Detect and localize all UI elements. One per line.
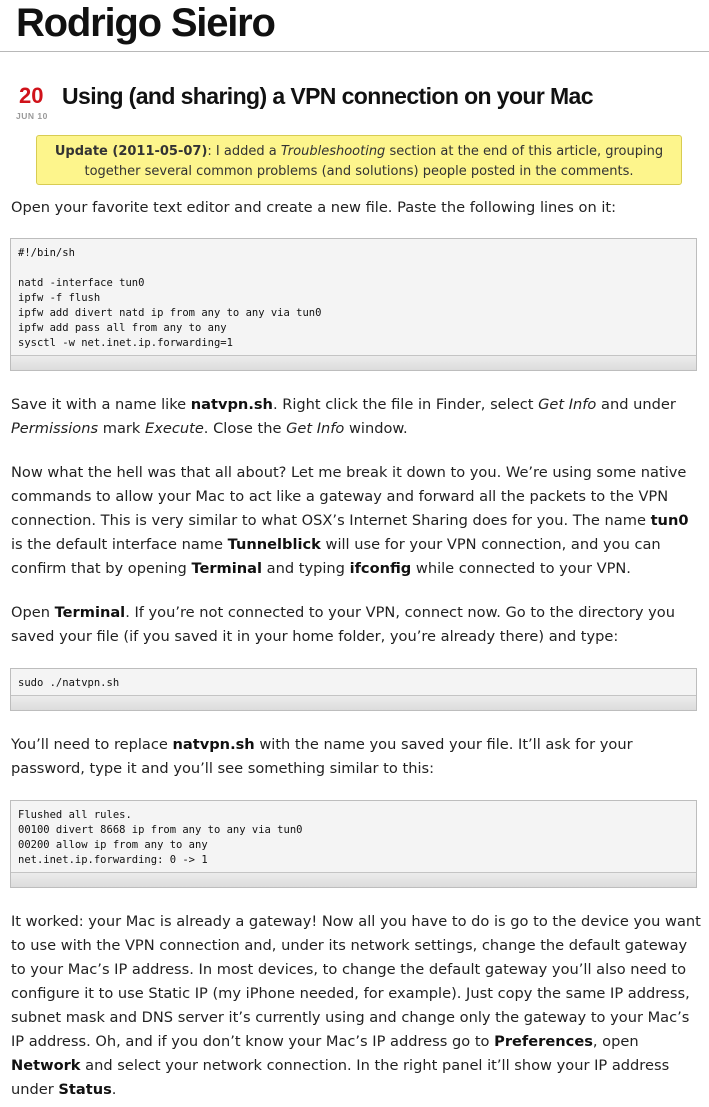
paragraph-terminal [11,601,701,649]
text: , open [592,1033,639,1050]
code-output[interactable]: Flushed all rules. 00100 divert 8668 ip from any to any via tun0 00200 allow ip from any to any net.inet.ip.forwarding: 0 -> 1 [18,809,303,866]
menu-name: Get Info [538,396,597,413]
code-command[interactable]: sudo ./natvpn.sh [18,677,120,689]
post-date-month: JUN 10 [16,111,48,121]
text: while connected to your VPN. [411,560,631,577]
text: will use for your VPN connection, and you can confirm that by opening [11,536,661,577]
app-name: Terminal [191,560,262,577]
menu-name: Network [11,1057,81,1074]
text: . Right click the file in Finder, select [272,396,539,413]
command-name: ifconfig [349,560,412,577]
text: window. [344,420,408,437]
section-name: Status [58,1081,112,1098]
window-name: Get Info [286,420,345,437]
troubleshooting-link-text: Troubleshooting [280,144,386,159]
text: . Close the [203,420,287,437]
code-block-output[interactable] [10,800,697,888]
paragraph-gateway [11,910,701,1102]
interface-name: tun0 [650,512,689,529]
text: It worked: your Mac is already a gateway! Now all you have to do is go to the device you want to use with the VPN connection and, under its network settings, change the default gateway to your Mac’s IP address. In most devices, to change the default gateway you’ll also need to configure it to use Static IP (my iPhone needed, for example). Just copy the same IP address, subnet mask and DNS server it’s currently using and change only the gateway to your Mac’s IP address. Oh, and if you don’t know your Mac’s IP address go to [11,913,701,1050]
code-scrollbar[interactable] [11,355,696,370]
text: mark [98,420,145,437]
filename: natvpn.sh [190,396,273,413]
paragraph-explanation [11,461,701,581]
update-text: : I added a [207,144,281,159]
text: is the default interface name [11,536,228,553]
app-name: Terminal [54,604,126,621]
filename: natvpn.sh [172,736,255,753]
menu-name: Preferences [494,1033,593,1050]
code-scrollbar[interactable] [11,695,696,710]
update-label: Update (2011-05-07) [54,144,208,159]
code-script[interactable]: #!/bin/sh natd -interface tun0 ipfw -f flush ipfw add divert natd ip from any to any via tun0 ipfw add pass all from any to any sysctl -w net.inet.ip.forwarding=1 [18,247,322,349]
site-title[interactable]: Rodrigo Sieiro [16,1,275,45]
text: You’ll need to replace [11,736,173,753]
update-text-rest: section at the end of this article, grouping together several common problems (and solutions) people posted in the comments. [84,144,664,179]
option-name: Execute [144,420,204,437]
site-header [0,0,709,52]
post-date-day: 20 [19,83,44,108]
text: and under [596,396,676,413]
code-block-script[interactable] [10,238,697,371]
section-name: Permissions [11,420,99,437]
paragraph-replace [11,733,701,781]
text: Open [11,604,55,621]
code-block-command[interactable] [10,668,697,711]
text: and select your network connection. In the right panel it’ll show your IP address under [11,1057,670,1098]
code-scrollbar[interactable] [11,872,696,887]
paragraph-save [11,393,701,441]
paragraph-intro: Open your favorite text editor and create a new file. Paste the following lines on it: [11,199,617,216]
text: Now what the hell was that all about? Let me break it down to you. We’re using some native commands to allow your Mac to act like a gateway and forward all the packets to the VPN connection. This is very similar to what OSX’s Internet Sharing does for you. The name [11,464,687,529]
text: with the name you saved your file. It’ll ask for your password, type it and you’ll see something similar to this: [11,736,633,777]
update-notice [36,135,682,185]
app-name: Tunnelblick [227,536,321,553]
text: . If you’re not connected to your VPN, connect now. Go to the directory you saved your file (if you saved it in your home folder, you’re already there) and type: [11,604,675,645]
text: Save it with a name like [11,396,191,413]
text: . [111,1081,117,1098]
text: and typing [262,560,350,577]
post-title[interactable]: Using (and sharing) a VPN connection on your Mac [62,83,593,109]
